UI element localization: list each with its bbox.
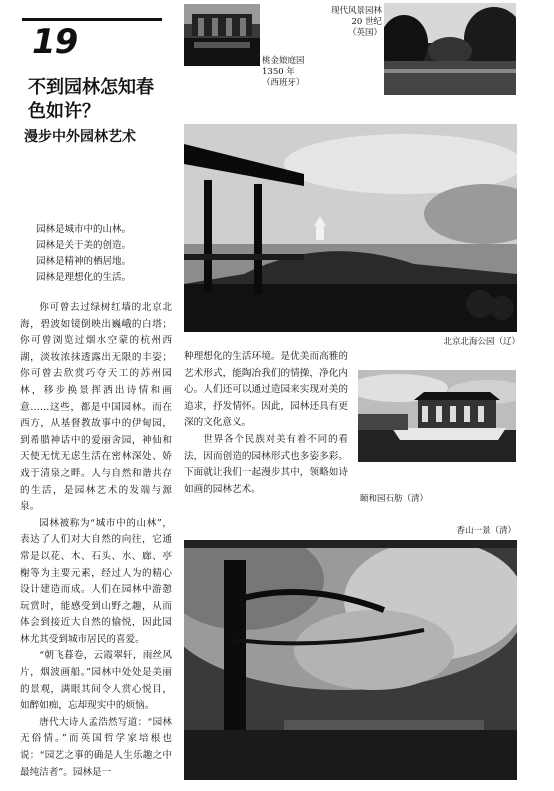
motto-line: 园林是城市中的山林。 <box>36 224 132 235</box>
page-subtitle: 漫步中外园林艺术 <box>24 129 136 145</box>
motto-line: 园林是精神的栖居地。 <box>36 256 132 267</box>
body-paragraph: 唐代大诗人孟浩然写道：“园林无俗情。”而英国哲学家培根也说：“园艺之事的确是人生乐趣之中最纯洁者”。园林是一 <box>20 716 172 778</box>
motto-line: 园林是关于美的创造。 <box>36 240 132 251</box>
motto-block <box>36 222 176 286</box>
beihai-caption: 北京北海公园（辽） <box>443 337 520 347</box>
title-line-1: 不到园林怎知春 <box>28 77 154 98</box>
body-column-1 <box>20 300 172 781</box>
title-line-2: 色如许？ <box>28 101 100 122</box>
motto-line: 园林是理想化的生活。 <box>36 272 132 283</box>
body-column-2 <box>184 349 348 498</box>
xiangshan-caption: 香山一景（清） <box>456 526 516 536</box>
body-paragraph-continued: 种理想化的生活环境。是优美而高雅的艺术形式，能陶冶我们的情操，净化内心。人们还可以通过造园来实现对美的追求，抒发情怀。因此，园林还具有更深的文化意义。 <box>184 351 348 429</box>
chapter-number-block <box>22 14 167 64</box>
xiangshan-photo <box>184 540 517 780</box>
body-paragraph: 你可曾去过绿树红墙的北京北海，碧波如镜倒映出巍峨的白塔；你可曾浏览过烟水空蒙的杭州西湖，淡妆浓抹透露出无限的丰姿；你可曾去欣赏巧夺天工的苏州园林，移步换景挥洒出诗情和画意……这些，都是中国园林。而在西方，从基督教故事中的伊甸园，到希腊神话中的爱丽舍园，神仙和天使无忧无虑生活在密林深处、娇戏于清泉之畔。人与自然和谐共存的生活，是园林艺术的发端与源泉。 <box>20 302 172 513</box>
chapter-number: 19 <box>32 22 78 62</box>
stone-boat-caption: 颐和园石舫（清） <box>360 494 429 504</box>
body-paragraph: 园林被称为“城市中的山林”，表达了人们对大自然的向往，它通常是以花、木、石头、水、廊、亭榭等为主要元素，经过人为的精心设计建造而成。人们在园林中游憩玩赏时，能感受到山野之趣，从而体会到接近大自然的愉悦，因此园林尤其受到城市居民的喜爱。 <box>20 517 172 645</box>
body-paragraph: 世界各个民族对美有着不同的看法，因而创造的园林形式也多姿多彩。下面就让我们一起漫步其中，领略如诗如画的园林艺术。 <box>184 433 348 495</box>
body-paragraph: “朝飞暮卷，云霞翠轩，雨丝风片，烟波画船。”园林中处处是美丽的景观，满眼其间令人赏心悦目，如醉如痴，忘却现实中的烦恼。 <box>20 650 172 712</box>
page-title <box>28 76 178 124</box>
chapter-rule <box>22 18 162 21</box>
english-park-photo <box>384 3 516 95</box>
stone-boat-photo <box>358 370 516 462</box>
alhambra-photo <box>184 4 260 66</box>
beihai-photo <box>184 124 517 332</box>
english-park-caption: 现代风景园林 20 世纪 （英国） <box>330 6 382 38</box>
alhambra-caption: 桃金娘庭园 1350 年 （西班牙） <box>262 56 305 88</box>
